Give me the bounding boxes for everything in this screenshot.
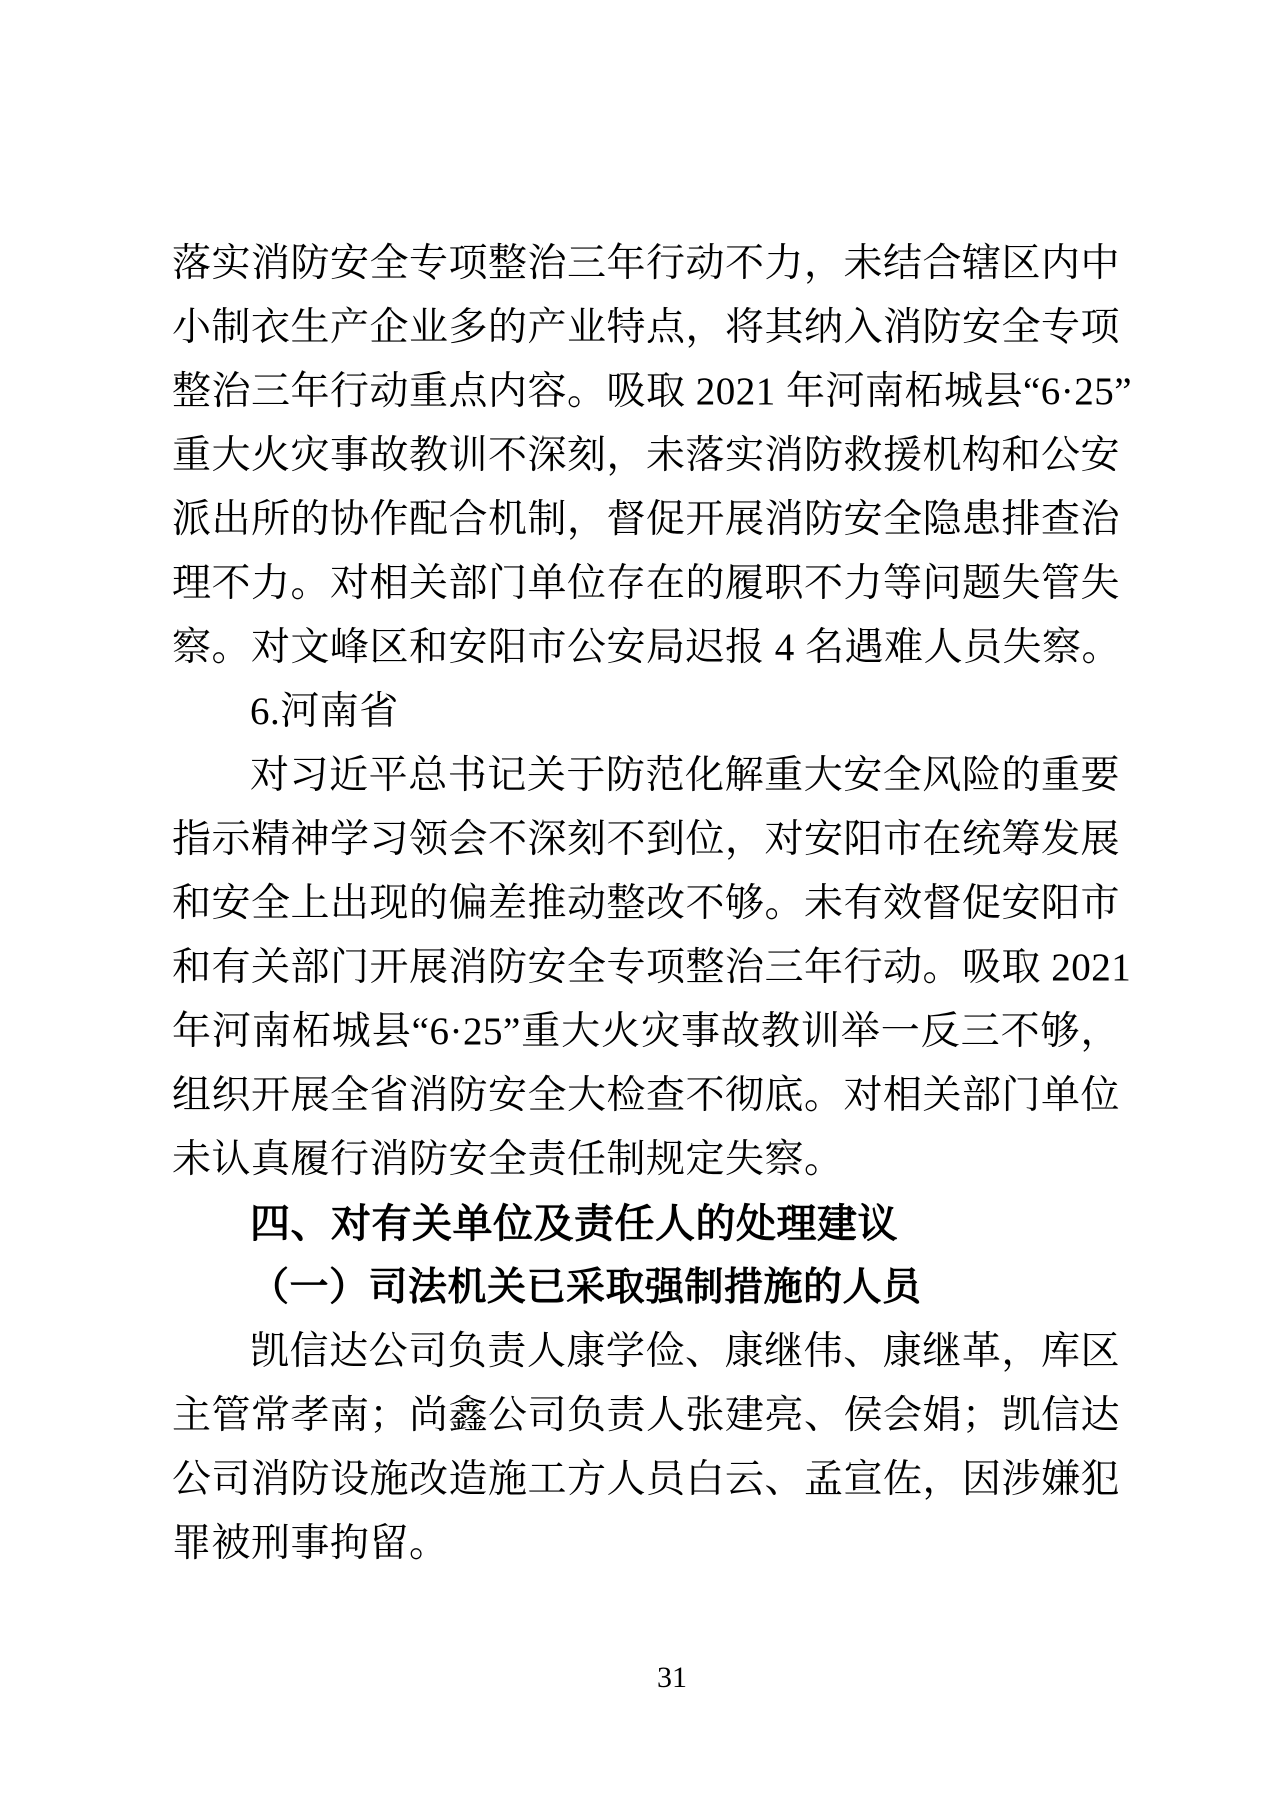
text-line: 未认真履行消防安全责任制规定失察。 — [172, 1138, 844, 1181]
text-line: 指示精神学习领会不深刻不到位，对安阳市在统筹发展 — [172, 818, 1121, 861]
text-line: 和安全上出现的偏差推动整改不够。未有效督促安阳市 — [172, 882, 1121, 925]
text-line: 重大火灾事故教训不深刻，未落实消防救援机构和公安 — [172, 434, 1121, 477]
page-number: 31 — [657, 1661, 687, 1694]
text-line: 小制衣生产企业多的产业特点，将其纳入消防安全专项 — [172, 306, 1121, 349]
text-line: 凯信达公司负责人康学俭、康继伟、康继革，库区 — [250, 1330, 1120, 1373]
text-line: 年河南柘城县“6·25”重大火灾事故教训举一反三不够， — [172, 1010, 1120, 1053]
text-line: 6.河南省 — [250, 690, 399, 733]
text-line: 主管常孝南；尚鑫公司负责人张建亮、侯会娟；凯信达 — [172, 1394, 1121, 1437]
text-line: 罪被刑事拘留。 — [172, 1522, 449, 1565]
text-line: 对习近平总书记关于防范化解重大安全风险的重要 — [250, 754, 1120, 797]
text-line: 整治三年行动重点内容。吸取 2021 年河南柘城县“6·25” — [172, 370, 1133, 413]
section-heading: 四、对有关单位及责任人的处理建议 — [250, 1202, 898, 1246]
text-line: 落实消防安全专项整治三年行动不力，未结合辖区内中 — [172, 242, 1121, 285]
text-line: 察。对文峰区和安阳市公安局迟报 4 名遇难人员失察。 — [172, 626, 1122, 669]
document-text-block — [172, 232, 1133, 1576]
text-line: 派出所的协作配合机制，督促开展消防安全隐患排查治 — [172, 498, 1121, 541]
text-line: 公司消防设施改造施工方人员白云、孟宣佐，因涉嫌犯 — [172, 1458, 1121, 1501]
text-line: 组织开展全省消防安全大检查不彻底。对相关部门单位 — [172, 1074, 1121, 1117]
text-line: 和有关部门开展消防安全专项整治三年行动。吸取 2021 — [172, 946, 1132, 989]
text-line: 理不力。对相关部门单位存在的履职不力等问题失管失 — [172, 562, 1121, 605]
subsection-heading: （一）司法机关已采取强制措施的人员 — [250, 1266, 922, 1309]
